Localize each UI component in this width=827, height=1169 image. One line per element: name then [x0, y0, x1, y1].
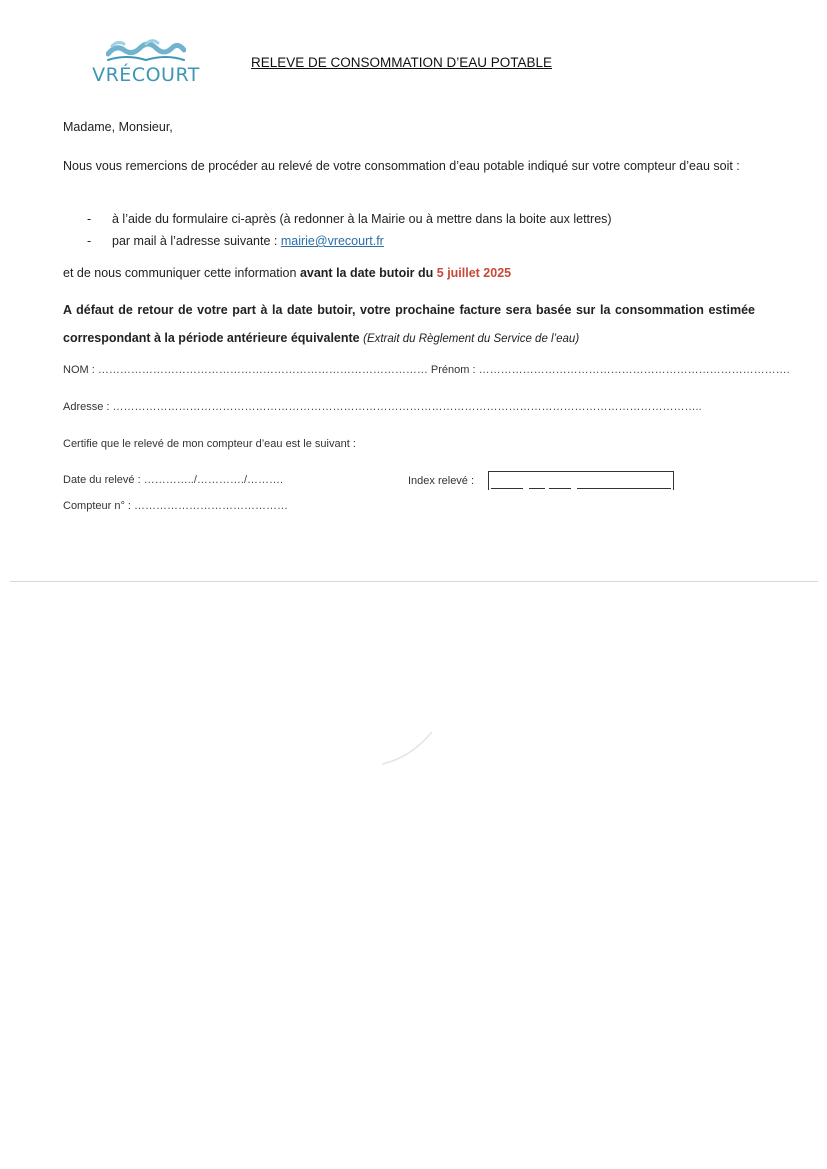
deadline-bold: avant la date butoir du [299, 266, 437, 280]
compteur-field[interactable]: …………………………………… [134, 500, 289, 512]
prenom-field[interactable]: …………………………………………………………………………. [478, 364, 790, 376]
water-waves-icon [106, 38, 186, 64]
bullet-marker-2: - [87, 234, 92, 248]
nom-label: NOM : [63, 364, 98, 376]
vrecourt-logo [86, 38, 206, 90]
scan-mark-decoration [380, 728, 440, 768]
bullet-item-email [112, 232, 384, 251]
compteur-row [63, 500, 288, 512]
fold-line [10, 581, 818, 582]
certify-text: Certifie que le relevé de mon compteur d’eau est le suivant : [63, 438, 356, 450]
nom-field[interactable]: ……………………………………………………………………………… [97, 364, 428, 376]
prenom-label: Prénom : [427, 364, 479, 376]
index-input-box[interactable] [488, 471, 674, 490]
warning-paragraph [63, 296, 755, 353]
email-link[interactable]: mairie@vrecourt.fr [280, 234, 384, 248]
page-title: RELEVE DE CONSOMMATION D’EAU POTABLE [251, 55, 553, 70]
nom-prenom-row [63, 364, 790, 376]
index-label: Index relevé : [408, 475, 475, 487]
logo-text: VRÉCOURT [92, 64, 200, 86]
date-label: Date du relevé : [63, 474, 144, 486]
deadline-date: 5 juillet 2025 [436, 266, 512, 280]
adresse-label: Adresse : [63, 401, 113, 413]
adresse-field[interactable]: …………………………………………………………………………………………………………………………………………….. [112, 401, 702, 413]
intro-paragraph: Nous vous remercions de procéder au relevé de votre consommation d’eau potable indiqué sur votre compteur d’eau soit : [63, 159, 740, 173]
date-row [63, 474, 283, 486]
adresse-row [63, 401, 703, 413]
compteur-label: Compteur n° : [63, 500, 135, 512]
salutation: Madame, Monsieur, [63, 120, 173, 134]
warning-source: (Extrait du Règlement du Service de l’eau) [363, 333, 580, 345]
bullet-marker-1: - [87, 212, 92, 226]
deadline-line [63, 264, 511, 283]
deadline-prefix: et de nous communiquer cette information [63, 266, 300, 280]
date-field[interactable]: …………../…………./………. [143, 474, 284, 486]
warning-text: A défaut de retour de votre part à la date butoir, votre prochaine facture sera basée sur la consommation estimée correspondant à la période antérieure équivalente [63, 303, 755, 345]
bullet-email-prefix: par mail à l’adresse suivante : [112, 234, 281, 248]
bullet-item-form: à l’aide du formulaire ci-après (à redonner à la Mairie ou à mettre dans la boite aux lettres) [112, 212, 612, 226]
